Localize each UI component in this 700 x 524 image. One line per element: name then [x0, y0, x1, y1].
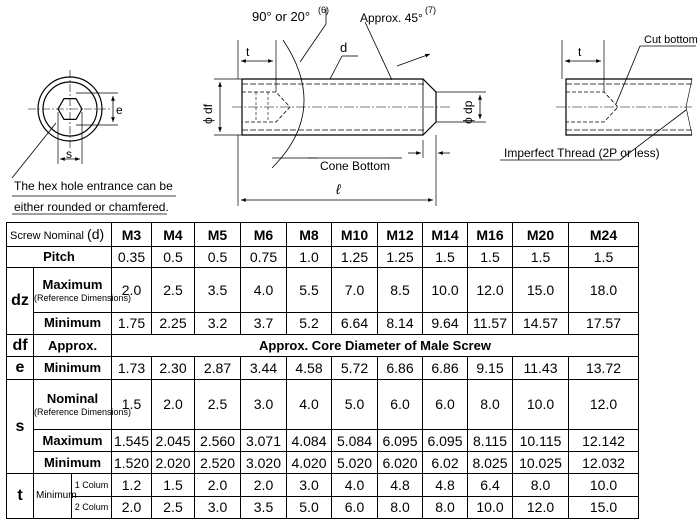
minimum-label: Minimum: [34, 452, 112, 474]
dim-s-label: s: [66, 147, 72, 161]
imperfect-thread-label: Imperfect Thread (2P or less): [504, 146, 660, 160]
value-cell: 1.5: [468, 247, 513, 268]
hex-note-line1: The hex hole entrance can be: [14, 179, 173, 193]
value-cell: 10.0: [513, 379, 569, 430]
value-cell: 18.0: [569, 268, 639, 312]
s-symbol: s: [7, 379, 34, 474]
size-cell: M14: [423, 223, 468, 247]
value-cell: 6.095: [378, 430, 423, 452]
value-cell: 1.5: [513, 247, 569, 268]
value-cell: 2.0: [241, 474, 287, 496]
size-cell: M4: [152, 223, 195, 247]
dimension-table: [6, 222, 639, 519]
value-cell: 9.64: [423, 312, 468, 334]
size-cell: M12: [378, 223, 423, 247]
value-cell: 4.0: [332, 474, 378, 496]
t-symbol: t: [7, 474, 34, 519]
value-cell: 12.142: [569, 430, 639, 452]
technical-drawing: [0, 0, 700, 222]
value-cell: 6.86: [423, 357, 468, 379]
dim-d-label: d: [340, 40, 348, 55]
e-row: [7, 357, 639, 379]
value-cell: 7.0: [332, 268, 378, 312]
value-cell: 2.30: [152, 357, 195, 379]
value-cell: 1.73: [112, 357, 152, 379]
value-cell: 3.2: [195, 312, 241, 334]
value-cell: 5.5: [287, 268, 332, 312]
value-cell: 12.0: [468, 268, 513, 312]
value-cell: 4.084: [287, 430, 332, 452]
value-cell: 2.0: [112, 496, 152, 518]
t-minimum-label: Minimum: [34, 474, 72, 519]
size-cell: M24: [569, 223, 639, 247]
maximum-label: Maximum: [42, 277, 103, 293]
value-cell: 3.0: [287, 474, 332, 496]
value-cell: 0.5: [195, 247, 241, 268]
value-cell: 1.25: [332, 247, 378, 268]
value-cell: 3.5: [195, 268, 241, 312]
reference-note: (Reference Dimensions): [34, 293, 132, 304]
pitch-label: Pitch: [7, 247, 112, 268]
value-cell: 0.5: [152, 247, 195, 268]
dz-min-row: [7, 312, 639, 334]
value-cell: 2.0: [195, 474, 241, 496]
value-cell: 0.35: [112, 247, 152, 268]
value-cell: 2.5: [152, 496, 195, 518]
value-cell: 3.0: [195, 496, 241, 518]
value-cell: 2.045: [152, 430, 195, 452]
value-cell: 8.5: [378, 268, 423, 312]
angle-label: 90° or 20°: [252, 9, 311, 24]
minimum-label: Minimum: [34, 312, 112, 334]
value-cell: 9.15: [468, 357, 513, 379]
value-cell: 2.0: [112, 268, 152, 312]
size-cell: M20: [513, 223, 569, 247]
value-cell: 5.2: [287, 312, 332, 334]
column2-label: 2 Colum: [72, 496, 112, 518]
value-cell: 1.75: [112, 312, 152, 334]
value-cell: 3.44: [241, 357, 287, 379]
size-cell: M6: [241, 223, 287, 247]
value-cell: 4.0: [241, 268, 287, 312]
dim-df-label: ϕ df: [201, 103, 215, 124]
value-cell: 6.095: [423, 430, 468, 452]
value-cell: 10.115: [513, 430, 569, 452]
value-cell: 5.0: [287, 496, 332, 518]
t-col2-row: [7, 496, 639, 518]
dim-l-label: ℓ: [336, 181, 341, 197]
value-cell: 6.0: [378, 379, 423, 430]
value-cell: 5.084: [332, 430, 378, 452]
s-max-row: [7, 430, 639, 452]
size-cell: M5: [195, 223, 241, 247]
value-cell: 2.020: [152, 452, 195, 474]
screw-nominal-label: Screw Nominal: [10, 229, 84, 242]
value-cell: 11.43: [513, 357, 569, 379]
value-cell: 8.0: [378, 496, 423, 518]
value-cell: 6.0: [332, 496, 378, 518]
angle-ref: (6): [318, 5, 329, 15]
value-cell: 8.0: [513, 474, 569, 496]
value-cell: 4.020: [287, 452, 332, 474]
size-cell: M10: [332, 223, 378, 247]
value-cell: 8.0: [423, 496, 468, 518]
nominal-label: Nominal: [46, 391, 99, 407]
approx-label: Approx.: [34, 335, 112, 357]
value-cell: 3.5: [241, 496, 287, 518]
value-cell: 4.0: [287, 379, 332, 430]
dim-dp-label: ϕ dp: [461, 100, 475, 124]
value-cell: 15.0: [569, 496, 639, 518]
value-cell: 6.020: [378, 452, 423, 474]
value-cell: 3.020: [241, 452, 287, 474]
approx-angle-label: Approx. 45°: [360, 11, 423, 25]
value-cell: 2.520: [195, 452, 241, 474]
value-cell: 3.0: [241, 379, 287, 430]
value-cell: 4.8: [378, 474, 423, 496]
value-cell: 3.071: [241, 430, 287, 452]
value-cell: 1.545: [112, 430, 152, 452]
value-cell: 2.25: [152, 312, 195, 334]
value-cell: 10.025: [513, 452, 569, 474]
value-cell: 10.0: [423, 268, 468, 312]
size-cell: M16: [468, 223, 513, 247]
value-cell: 1.0: [287, 247, 332, 268]
dim-e-label: e: [116, 103, 123, 117]
value-cell: 15.0: [513, 268, 569, 312]
cut-bottom-label: Cut bottom: [644, 34, 698, 46]
value-cell: 0.75: [241, 247, 287, 268]
value-cell: 12.0: [513, 496, 569, 518]
maximum-label: Maximum: [34, 430, 112, 452]
dim-t-label-2: t: [578, 45, 582, 59]
value-cell: 17.57: [569, 312, 639, 334]
s-nominal-row: [7, 379, 639, 430]
header-row: [7, 223, 639, 247]
value-cell: 1.5: [152, 474, 195, 496]
s-min-row: [7, 452, 639, 474]
screw-nominal-symbol: (d): [87, 225, 105, 242]
e-symbol: e: [7, 357, 34, 379]
value-cell: 5.72: [332, 357, 378, 379]
value-cell: 10.0: [569, 474, 639, 496]
value-cell: 6.64: [332, 312, 378, 334]
hex-note-line2: either rounded or chamfered.: [14, 200, 169, 214]
value-cell: 6.02: [423, 452, 468, 474]
df-row: [7, 335, 639, 357]
value-cell: 4.58: [287, 357, 332, 379]
dim-t-label: t: [246, 45, 250, 59]
value-cell: 1.25: [378, 247, 423, 268]
value-cell: 12.032: [569, 452, 639, 474]
value-cell: 5.0: [332, 379, 378, 430]
value-cell: 8.115: [468, 430, 513, 452]
value-cell: 8.025: [468, 452, 513, 474]
value-cell: 1.5: [569, 247, 639, 268]
value-cell: 5.020: [332, 452, 378, 474]
value-cell: 1.5: [112, 379, 152, 430]
df-value: Approx. Core Diameter of Male Screw: [112, 335, 639, 357]
value-cell: 13.72: [569, 357, 639, 379]
value-cell: 8.0: [468, 379, 513, 430]
value-cell: 14.57: [513, 312, 569, 334]
value-cell: 1.520: [112, 452, 152, 474]
size-cell: M3: [112, 223, 152, 247]
value-cell: 3.7: [241, 312, 287, 334]
value-cell: 6.86: [378, 357, 423, 379]
value-cell: 12.0: [569, 379, 639, 430]
side-view: [214, 8, 486, 206]
minimum-label: Minimum: [34, 357, 112, 379]
value-cell: 10.0: [468, 496, 513, 518]
reference-note: (Reference Dimensions): [34, 407, 132, 418]
value-cell: 2.5: [195, 379, 241, 430]
approx-angle-ref: (7): [425, 5, 436, 15]
size-cell: M8: [287, 223, 332, 247]
pitch-row: [7, 247, 639, 268]
df-symbol: df: [7, 335, 34, 357]
value-cell: 1.2: [112, 474, 152, 496]
value-cell: 2.5: [152, 268, 195, 312]
value-cell: 4.8: [423, 474, 468, 496]
value-cell: 2.87: [195, 357, 241, 379]
screw-nominal-header: [7, 223, 112, 247]
value-cell: 2.0: [152, 379, 195, 430]
value-cell: 2.560: [195, 430, 241, 452]
value-cell: 1.5: [423, 247, 468, 268]
column1-label: 1 Colum: [72, 474, 112, 496]
value-cell: 11.57: [468, 312, 513, 334]
dz-symbol: dz: [7, 268, 34, 335]
value-cell: 6.4: [468, 474, 513, 496]
cone-bottom-label: Cone Bottom: [320, 159, 391, 173]
value-cell: 8.14: [378, 312, 423, 334]
cut-bottom-view: [500, 40, 696, 160]
value-cell: 6.0: [423, 379, 468, 430]
dz-max-row: [7, 268, 639, 312]
t-col1-row: [7, 474, 639, 496]
